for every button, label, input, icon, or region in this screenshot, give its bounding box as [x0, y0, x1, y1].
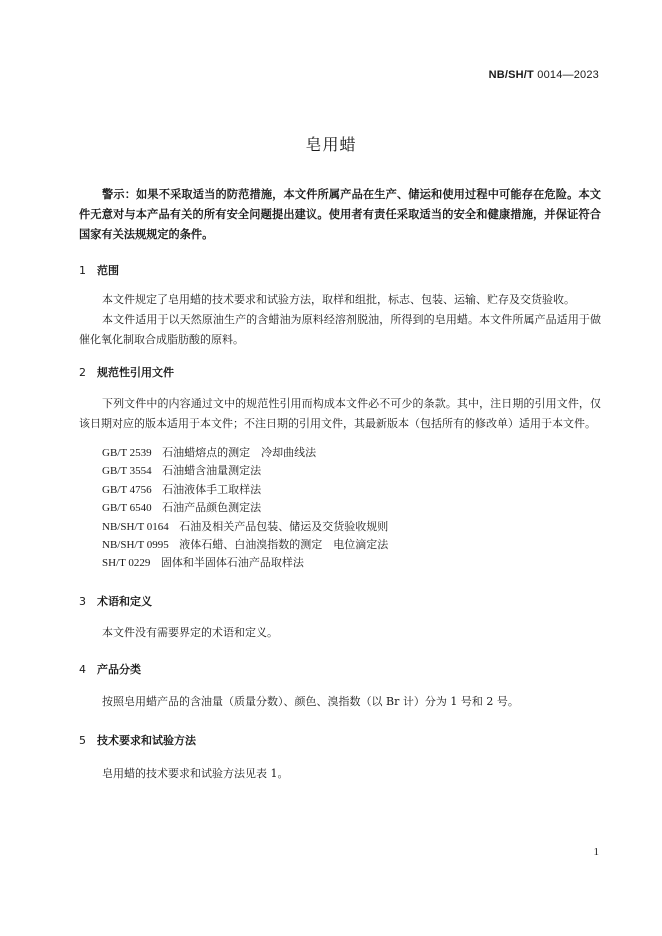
reference-code: GB/T 2539: [102, 447, 152, 459]
section-2-paragraph-1: 下列文件中的内容通过文中的规范性引用而构成本文件必不可少的条款。其中，注日期的引用文件，仅该日期对应的版本适用于本文件；不注日期的引用文件，其最新版本（包括所有的修改单）适用于本文件。: [79, 397, 601, 430]
section-number: 5: [79, 734, 86, 747]
reference-code: GB/T 4756: [102, 483, 152, 496]
section-1-heading: [79, 262, 119, 278]
section-1-paragraph-1: 本文件规定了皂用蜡的技术要求和试验方法，取样和组批，标志、包装、运输、贮存及交货验收。: [102, 293, 575, 306]
reference-name: 石油液体手工取样法: [162, 482, 262, 496]
section-5-heading: [79, 732, 196, 748]
reference-item: [102, 554, 388, 572]
reference-name: 石油蜡熔点的测定 冷却曲线法: [162, 446, 317, 459]
warning-notice: 警示：如果不采取适当的防范措施，本文件所属产品在生产、储运和使用过程中可能存在危险。本文件无意对与本产品有关的所有安全问题提出建议。使用者有责任采取适当的安全和健康措施，并保证符合国家有关法规规定的条件。: [79, 188, 601, 241]
reference-code: NB/SH/T 0995: [102, 539, 169, 552]
standard-number: [489, 69, 599, 81]
standard-year: 0014—2023: [537, 69, 599, 81]
section-1-paragraph-2: 本文件适用于以天然原油生产的含蜡油为原料经溶剂脱油，所得到的皂用蜡。本文件所属产品适用于做催化氧化制取合成脂肪酸的原料。: [79, 313, 601, 346]
section-4-paragraph-1: 按照皂用蜡产品的含油量（质量分数）、颜色、溴指数（以 Br 计）分为 1 号和 2 号。: [102, 695, 519, 708]
section-title: 产品分类: [97, 663, 141, 676]
section-3-heading: [79, 593, 152, 609]
reference-item: [102, 462, 388, 480]
reference-item: [102, 444, 388, 462]
document-title: 皂用蜡: [305, 135, 357, 154]
section-title: 规范性引用文件: [97, 366, 174, 379]
section-4-heading: [79, 661, 141, 677]
section-2-heading: [79, 364, 174, 380]
page-number: 1: [593, 846, 599, 858]
section-number: 1: [79, 264, 86, 277]
reference-item: [102, 518, 388, 536]
reference-name: 石油蜡含油量测定法: [162, 464, 262, 478]
reference-code: NB/SH/T 0164: [102, 520, 169, 533]
reference-name: 石油及相关产品包装、储运及交货验收规则: [179, 519, 389, 533]
reference-name: 石油产品颜色测定法: [162, 501, 262, 515]
section-5-paragraph-1: 皂用蜡的技术要求和试验方法见表 1。: [102, 767, 289, 780]
section-title: 范围: [97, 264, 119, 277]
reference-name: 液体石蜡、白油溴指数的测定 电位滴定法: [179, 538, 389, 552]
section-title: 术语和定义: [97, 595, 152, 608]
reference-name: 固体和半固体石油产品取样法: [160, 556, 304, 570]
reference-item: [102, 481, 388, 499]
section-number: 4: [79, 663, 86, 676]
reference-item: [102, 536, 388, 554]
reference-code: GB/T 3554: [102, 465, 152, 478]
reference-code: GB/T 6540: [102, 502, 152, 515]
section-title: 技术要求和试验方法: [97, 734, 196, 747]
section-3-paragraph-1: 本文件没有需要界定的术语和定义。: [102, 626, 278, 639]
reference-code: SH/T 0229: [102, 557, 151, 570]
section-number: 3: [79, 595, 86, 608]
reference-list: [102, 444, 388, 573]
standard-code: NB/SH/T: [488, 69, 534, 81]
reference-item: [102, 499, 388, 517]
section-number: 2: [79, 366, 86, 379]
